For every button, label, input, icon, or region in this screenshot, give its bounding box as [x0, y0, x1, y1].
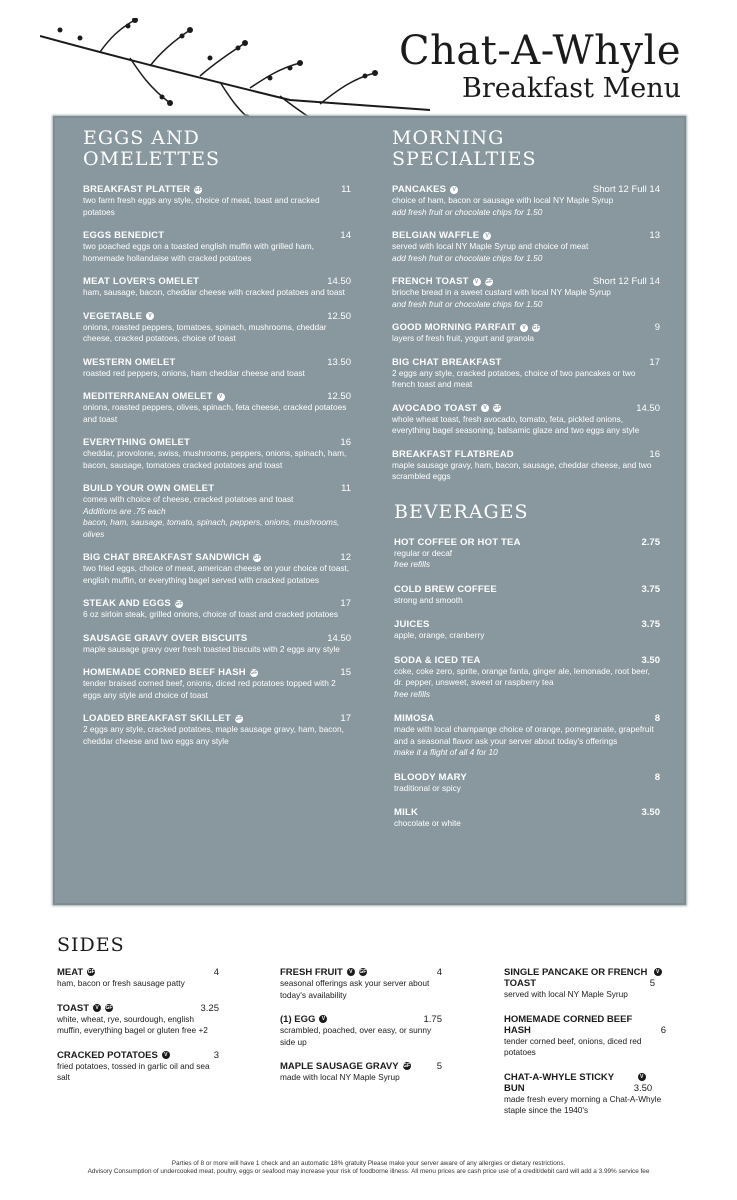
item-description: 2 eggs any style, cracked potatoes, maple sausage gravy, ham, bacon, cheddar cheese and two eggs any style: [83, 724, 344, 746]
menu-item: [394, 584, 660, 607]
side-item-name: [57, 967, 95, 978]
item-header: [394, 655, 660, 666]
sides-section: [57, 934, 687, 1115]
item-header: [83, 276, 351, 287]
menu-item: [83, 230, 351, 264]
item-note: add fresh fruit or chocolate chips for 1.50: [392, 252, 543, 263]
side-item-name: [280, 967, 367, 978]
item-header: [392, 276, 660, 287]
item-name: [394, 772, 467, 783]
menu-item: [83, 552, 351, 586]
item-description: layers of fresh fruit, yogurt and granola: [392, 333, 535, 343]
item-name: [83, 437, 190, 448]
side-item: [57, 1050, 219, 1084]
gluten-free-icon: GF: [403, 1063, 411, 1070]
item-description: maple sausage gravy over fresh toasted biscuits with 2 eggs any style: [83, 643, 340, 654]
gluten-free-icon: GF: [87, 969, 95, 976]
side-item-description: served with local NY Maple Syrup: [504, 989, 628, 999]
item-name-text: BIG CHAT BREAKFAST: [392, 356, 502, 368]
item-price: 9: [654, 322, 660, 333]
item-header: [83, 598, 351, 609]
side-item-price: [437, 1061, 442, 1072]
gluten-free-icon: GF: [194, 186, 202, 193]
vegetarian-icon: V: [481, 404, 489, 412]
menu-item: [392, 184, 660, 218]
vegetarian-icon: V: [654, 968, 662, 976]
eggs-items: [83, 184, 351, 747]
side-item: [280, 1014, 442, 1048]
footer-line: Parties of 8 or more will have 1 check and an automatic 18% gratuity Please make your server aware of any allergies or dietary restrictions.: [171, 1160, 566, 1167]
side-item-description: white, wheat, rye, sourdough, english muffin, everything bagel or gluten free +2: [57, 1013, 208, 1035]
gluten-free-icon: GF: [484, 278, 493, 285]
item-description: two poached eggs on a toasted english muffin with grilled ham, homemade hollandaise with cracked potatoes: [83, 241, 314, 263]
item-header: [394, 772, 660, 783]
item-header: [83, 667, 351, 678]
sides-column-3: [504, 967, 666, 1130]
item-price: 16: [340, 437, 351, 448]
item-name: [83, 598, 183, 609]
menu-item: [394, 772, 660, 795]
side-item-price-text: 3.25: [200, 1002, 219, 1014]
vegetarian-icon: V: [450, 186, 458, 194]
side-item-price-text: 5: [649, 978, 655, 989]
side-item-header: [280, 1014, 442, 1025]
side-item-name: [57, 1003, 113, 1014]
side-item: [504, 1014, 666, 1059]
item-price: 11: [341, 184, 351, 195]
item-name: [392, 322, 540, 333]
vegetarian-icon: V: [638, 1073, 646, 1081]
item-price: 8: [654, 771, 660, 783]
side-item-header: [280, 1061, 442, 1072]
item-price: 3.50: [641, 654, 660, 666]
item-description: tender braised corned beef, onions, diced red potatoes topped with 2 eggs any style and choice of toast: [83, 678, 336, 700]
item-header: [394, 584, 660, 595]
menu-panel: [55, 118, 684, 903]
item-price: 12: [340, 552, 351, 563]
item-name-text: JUICES: [394, 619, 430, 630]
specialties-items: [392, 184, 660, 483]
item-header: [394, 807, 660, 818]
item-name-text: FRENCH TOAST: [392, 276, 469, 287]
side-item-header: [504, 1014, 666, 1036]
side-item-name-text: MEAT: [57, 967, 84, 978]
menu-item: [83, 184, 351, 218]
gluten-free-icon: GF: [235, 715, 243, 722]
menu-item: [83, 483, 351, 540]
item-name-text: SODA & ICED TEA: [394, 654, 481, 666]
side-item-header: [280, 967, 442, 978]
item-note: Additions are .75 each: [83, 505, 166, 516]
item-name-text: EVERYTHING OMELET: [83, 437, 191, 448]
side-item-price-text: 1.75: [423, 1014, 442, 1025]
gluten-free-icon: GF: [253, 554, 261, 561]
item-header: [392, 230, 660, 241]
item-name: [392, 276, 493, 287]
item-name-text: WESTERN OMELET: [83, 356, 176, 368]
menu-item: [394, 655, 660, 701]
title-line: OMELETTES: [83, 148, 220, 170]
vegetarian-icon: V: [146, 312, 154, 320]
item-description: onions, roasted peppers, olives, spinach, feta cheese, cracked potatoes and toast: [83, 402, 347, 424]
item-name-text: COLD BREW COFFEE: [394, 583, 497, 595]
menu-item: [83, 667, 351, 701]
item-description: strong and smooth: [394, 594, 463, 605]
section-title-beverages: BEVERAGES: [394, 500, 529, 523]
item-name: [83, 357, 176, 368]
item-name: [83, 483, 214, 494]
item-description: whole wheat toast, fresh avocado, tomato, feta, pickled onions, everything bagel seasoning, balsamic glaze and two eggs any style: [392, 413, 640, 435]
item-price: 14: [340, 230, 351, 241]
gluten-free-icon: GF: [175, 600, 183, 607]
item-name: [83, 667, 258, 678]
item-name-text: SAUSAGE GRAVY OVER BISCUITS: [83, 632, 248, 644]
item-price: 12.50: [327, 391, 351, 402]
side-item-description: fried potatoes, tossed in garlic oil and sea salt: [57, 1060, 210, 1082]
item-name: [392, 357, 502, 368]
item-name: [394, 807, 418, 818]
menu-item: [394, 713, 660, 759]
item-note: and fresh fruit or chocolate chips for 1.50: [392, 298, 543, 309]
beverage-items: [392, 537, 660, 830]
side-item-description: scrambled, poached, over easy, or sunny side up: [280, 1025, 432, 1047]
side-item-description: made with local NY Maple Syrup: [280, 1072, 400, 1082]
item-name-text: HOMEMADE CORNED BEEF HASH: [83, 667, 246, 678]
item-header: [83, 311, 351, 322]
item-name: [392, 449, 514, 460]
side-item-name-text: FRESH FRUIT: [280, 967, 343, 978]
item-price: 8: [654, 713, 660, 724]
item-price: 12.50: [327, 310, 351, 322]
side-item-name-text: CHAT-A-WHYLE STICKY BUN: [504, 1071, 614, 1094]
item-price: 3.75: [641, 619, 660, 630]
item-price: 14.50: [636, 402, 660, 414]
menu-item: [83, 311, 351, 345]
item-name-text: BUILD YOUR OWN OMELET: [83, 483, 215, 494]
item-note: add fresh fruit or chocolate chips for 1.50: [392, 206, 543, 217]
item-description: comes with choice of cheese, cracked potatoes and toast: [83, 494, 294, 504]
item-price: 3.50: [641, 807, 660, 818]
item-price: 3.75: [641, 583, 660, 595]
side-item-name-text: SINGLE PANCAKE OR FRENCH TOAST: [504, 967, 648, 989]
restaurant-name: Chat-A-Whyle: [399, 28, 681, 74]
side-item-header: [504, 967, 666, 989]
item-name-text: MEDITERRANEAN OMELET: [83, 391, 213, 402]
item-price: 17: [340, 713, 351, 724]
gluten-free-icon: GF: [359, 969, 367, 976]
item-description: cheddar, provolone, swiss, mushrooms, peppers, onions, spinach, ham, bacon, sausage, tomatoes cracked potatoes and toast: [83, 448, 347, 470]
item-price: 14.50: [327, 632, 351, 644]
title-line: EGGS AND: [83, 127, 200, 149]
vegetarian-icon: V: [473, 278, 481, 286]
side-item-name-text: TOAST: [57, 1002, 90, 1014]
menu-item: [83, 713, 351, 747]
side-item: [280, 967, 442, 1001]
item-description: apple, orange, cranberry: [394, 630, 485, 640]
item-price: 17: [340, 598, 351, 609]
side-item-price-text: 4: [213, 967, 219, 978]
item-name: [83, 391, 225, 402]
item-name-text: GOOD MORNING PARFAIT: [392, 322, 517, 333]
side-item-name: [504, 1014, 661, 1036]
item-description: two farm fresh eggs any style, choice of meat, toast and cracked potatoes: [83, 195, 320, 217]
side-item-name: [57, 1050, 170, 1061]
side-item-price-text: 3: [213, 1049, 219, 1061]
gluten-free-icon: GF: [105, 1004, 113, 1011]
vegetarian-icon: V: [319, 1015, 327, 1023]
side-item: [57, 967, 219, 990]
item-description: brioche bread in a sweet custard with local NY Maple Syrup: [392, 287, 611, 297]
eggs-column: [83, 128, 351, 747]
menu-item: [392, 230, 660, 264]
side-item: [57, 1003, 219, 1037]
item-price: 13.50: [327, 356, 351, 368]
side-item-price: [214, 967, 219, 978]
item-name-text: PANCAKES: [392, 184, 447, 195]
item-description: served with local NY Maple Syrup and choice of meat: [392, 241, 589, 251]
item-header: [394, 619, 660, 630]
item-description: coke, coke zero, sprite, orange fanta, ginger ale, lemonade, root beer, dr. pepper, unsweet, sweet or raspberry tea: [394, 665, 650, 687]
side-item-description: ham, bacon or fresh sausage patty: [57, 978, 185, 988]
item-description: chocolate or white: [394, 818, 461, 828]
menu-item: [392, 322, 660, 345]
item-name: [83, 552, 261, 563]
item-name-text: MILK: [394, 807, 419, 818]
item-name-text: BELGIAN WAFFLE: [392, 230, 480, 241]
gluten-free-icon: GF: [532, 324, 540, 331]
item-name: [394, 655, 481, 666]
menu-subtitle: Breakfast Menu: [462, 73, 681, 104]
item-name-text: BREAKFAST FLATBREAD: [392, 448, 514, 460]
item-name: [83, 184, 202, 195]
menu-item: [392, 449, 660, 483]
item-price: 14.50: [327, 276, 351, 287]
item-name-text: BREAKFAST PLATTER: [83, 184, 191, 195]
side-item-name: [504, 1072, 634, 1094]
item-description: ham, sausage, bacon, cheddar cheese with cracked potatoes and toast: [83, 287, 345, 297]
side-item-name-text: HOMEMADE CORNED BEEF HASH: [504, 1013, 633, 1036]
item-note: bacon, ham, sausage, tomato, spinach, peppers, onions, mushrooms, olives: [83, 517, 340, 539]
item-header: [392, 449, 660, 460]
menu-item: [83, 437, 351, 471]
side-item-header: [504, 1072, 666, 1094]
item-header: [83, 184, 351, 195]
menu-item: [392, 403, 660, 437]
side-item-price-text: 5: [436, 1061, 442, 1072]
side-item-price: [437, 967, 442, 978]
item-description: made with local champange choice of orange, pomegranate, grapefruit and a seasonal flavor ask your server about today's offerings: [394, 724, 654, 746]
vegetarian-icon: V: [483, 232, 491, 240]
side-item-name-text: MAPLE SAUSAGE GRAVY: [280, 1061, 399, 1072]
item-header: [394, 713, 660, 724]
sides-column-1: [57, 967, 219, 1097]
menu-item: [394, 619, 660, 642]
item-name: [392, 403, 501, 414]
footer: [0, 1160, 737, 1176]
item-name: [83, 633, 247, 644]
side-item-description: seasonal offerings ask your server about today's availability: [280, 978, 430, 1000]
item-description: traditional or spicy: [394, 782, 461, 793]
item-name: [394, 584, 497, 595]
side-item: [280, 1061, 442, 1084]
item-description: onions, roasted peppers, tomatoes, spinach, mushrooms, cheddar cheese, cracked potatoes, choice of toast: [83, 321, 327, 343]
item-price: 16: [649, 448, 660, 460]
item-header: [392, 184, 660, 195]
item-header: [392, 357, 660, 368]
item-header: [392, 322, 660, 333]
menu-item: [394, 807, 660, 830]
brand: [399, 28, 681, 104]
item-note: free refills: [394, 559, 430, 569]
side-item-price-text: 4: [436, 967, 442, 978]
section-title-specialties: [392, 128, 660, 170]
item-name: [83, 713, 243, 724]
vegetarian-icon: V: [93, 1004, 101, 1012]
menu-item: [83, 276, 351, 299]
item-name: [83, 311, 154, 322]
section-title-eggs: [83, 128, 351, 170]
side-item-name: [280, 1061, 411, 1072]
item-header: [394, 537, 660, 548]
footer-line: Advisory Consumption of undercooked meat, poultry, eggs or seafood may increase your risk of foodborne illness. All menu prices are cash price use of a credit/debit card will add a 3.99% service fee: [87, 1168, 650, 1175]
item-name: [392, 230, 491, 241]
side-item-price-text: 6: [660, 1024, 666, 1036]
item-description: 2 eggs any style, cracked potatoes, choice of two pancakes or two french toast and meat: [392, 367, 636, 389]
menu-item: [392, 357, 660, 391]
item-name-text: AVOCADO TOAST: [392, 402, 478, 414]
specialties-column: [392, 128, 660, 830]
item-price: 15: [340, 667, 351, 678]
side-item-description: tender corned beef, onions, diced red potatoes: [504, 1035, 642, 1057]
menu-item: [83, 598, 351, 621]
side-item-header: [57, 1050, 219, 1061]
item-name-text: LOADED BREAKFAST SKILLET: [83, 713, 231, 724]
side-item: [504, 967, 666, 1001]
item-price: Short 12 Full 14: [592, 276, 660, 287]
item-name: [394, 713, 434, 724]
item-note: free refills: [394, 688, 430, 699]
item-price: 2.75: [641, 536, 660, 548]
item-header: [83, 552, 351, 563]
item-name: [394, 537, 521, 548]
item-name: [83, 276, 199, 287]
item-name-text: MEAT LOVER'S OMELET: [83, 276, 200, 287]
side-item: [504, 1072, 666, 1117]
item-description: choice of ham, bacon or sausage with local NY Maple Syrup: [392, 195, 614, 205]
item-name: [83, 230, 164, 241]
header: [0, 0, 737, 120]
item-header: [83, 391, 351, 402]
menu-item: [394, 537, 660, 571]
side-item-name-text: CRACKED POTATOES: [57, 1049, 158, 1061]
item-header: [83, 230, 351, 241]
item-name-text: STEAK AND EGGS: [83, 598, 171, 609]
title-line: SPECIALTIES: [392, 148, 537, 170]
item-name-text: BIG CHAT BREAKFAST SANDWICH: [83, 552, 250, 563]
side-item-header: [57, 1003, 219, 1014]
gluten-free-icon: GF: [493, 405, 501, 411]
item-header: [83, 483, 351, 494]
item-header: [83, 437, 351, 448]
item-note: make it a flight of all 4 for 10: [394, 747, 498, 757]
side-item-price: [661, 1025, 666, 1036]
side-item-price: [634, 1072, 666, 1094]
side-item-name: [280, 1014, 327, 1025]
side-item-price-text: 3.50: [633, 1082, 653, 1094]
item-name-text: HOT COFFEE OR HOT TEA: [394, 536, 521, 548]
item-description: roasted red peppers, onions, ham cheddar cheese and toast: [83, 367, 305, 378]
item-name-text: VEGETABLE: [83, 310, 143, 322]
side-item-price: [201, 1003, 220, 1014]
vegetarian-icon: V: [162, 1051, 170, 1059]
item-name: [394, 619, 430, 630]
item-header: [83, 357, 351, 368]
title-line: MORNING: [392, 127, 505, 149]
item-description: 6 oz sirloin steak, grilled onions, choice of toast and cracked potatoes: [83, 609, 339, 619]
menu-item: [83, 391, 351, 425]
item-price: 17: [649, 356, 660, 368]
vegetarian-icon: V: [347, 968, 355, 976]
item-price: 13: [649, 230, 660, 241]
side-item-description: made fresh every morning a Chat-A-Whyle staple since the 1940's: [504, 1093, 662, 1115]
item-description: two fried eggs, choice of meat, american cheese on your choice of toast, english muffin, or everything bagel served with cracked potatoes: [83, 563, 350, 585]
menu-item: [83, 633, 351, 656]
item-name-text: EGGS BENEDICT: [83, 230, 165, 241]
side-item-price: [214, 1050, 219, 1061]
section-title-sides: SIDES: [57, 934, 125, 956]
gluten-free-icon: GF: [250, 669, 258, 676]
item-header: [83, 713, 351, 724]
menu-item: [392, 276, 660, 310]
item-header: [83, 633, 351, 644]
menu-item: [83, 357, 351, 380]
side-item-name-text: (1) EGG: [280, 1014, 316, 1025]
item-price: 11: [341, 483, 351, 494]
side-item-price: [650, 967, 666, 989]
side-item-header: [57, 967, 219, 978]
item-description: regular or decaf: [394, 547, 453, 558]
sides-column-2: [280, 967, 442, 1097]
vegetarian-icon: V: [217, 393, 225, 401]
item-header: [392, 403, 660, 414]
item-price: Short 12 Full 14: [592, 184, 660, 195]
item-name: [392, 184, 458, 195]
vegetarian-icon: V: [520, 324, 528, 332]
side-item-name: [504, 967, 650, 989]
item-description: maple sausage gravy, ham, bacon, sausage, cheddar cheese, and two scrambled eggs: [392, 459, 652, 481]
item-name-text: BLOODY MARY: [394, 771, 467, 783]
item-name-text: MIMOSA: [394, 713, 435, 724]
side-item-price: [424, 1014, 443, 1025]
